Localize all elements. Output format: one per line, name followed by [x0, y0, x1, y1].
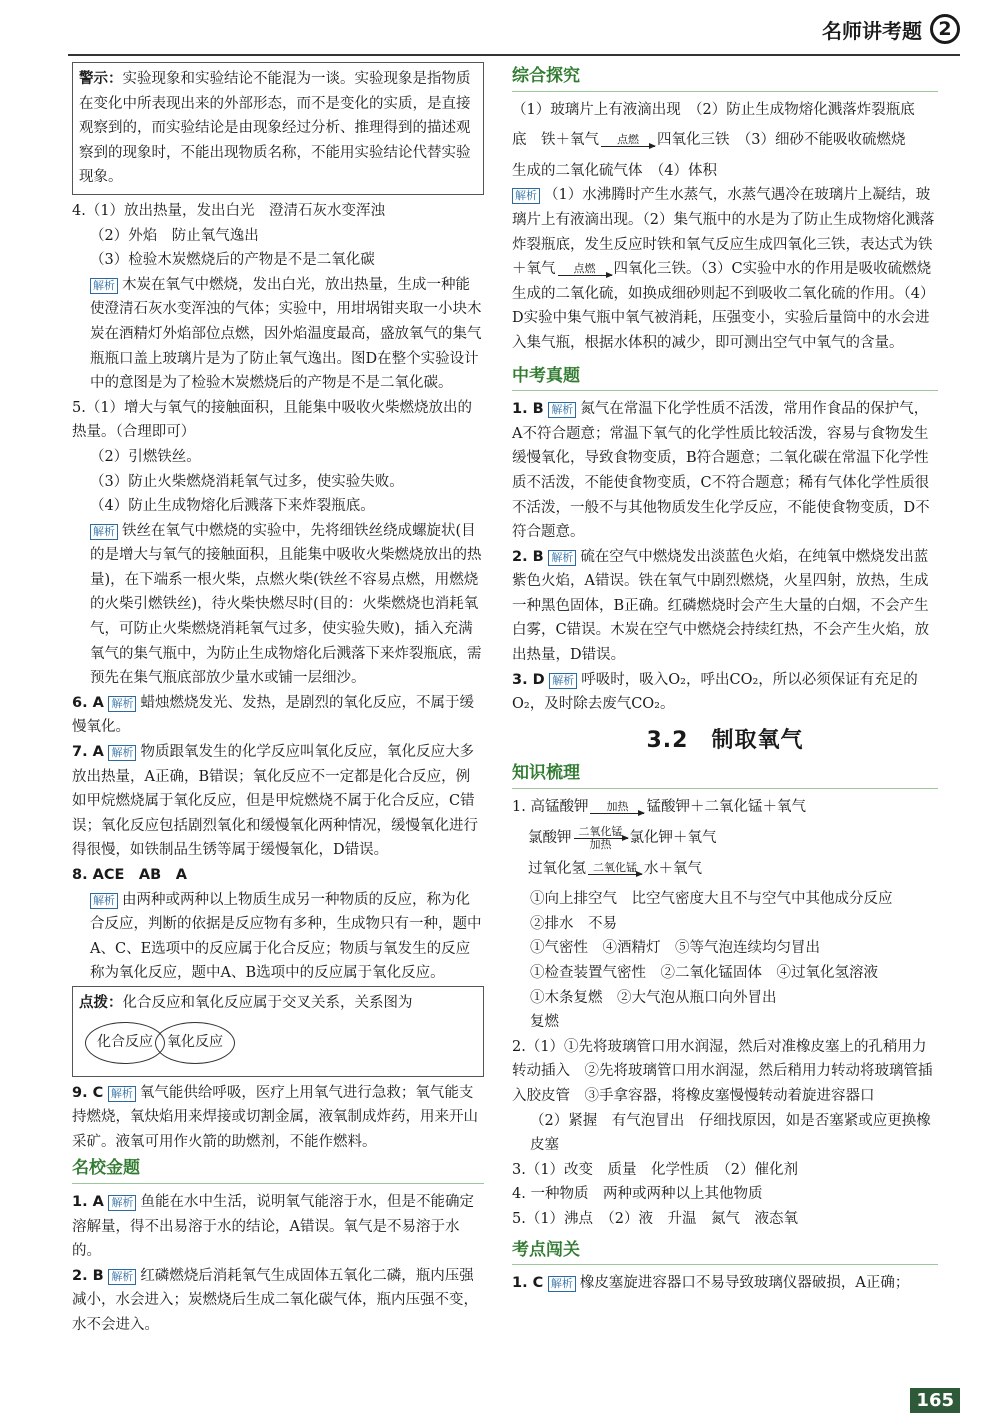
mx-analysis-1-text: 鱼能在水中生活，说明氧气能溶于水，但是不能确定溶解量，得不出易溶于水的结论，A错误。氧气是不易溶于水的。 [72, 1193, 474, 1260]
zk-answer-2-key: 2. B [512, 548, 544, 565]
answer-9-key: 9. C [72, 1084, 104, 1101]
list-item: 复燃 [530, 1014, 559, 1031]
zk-answer-3-key: 3. D [512, 671, 545, 688]
arrow-condition: 加热 [589, 837, 612, 851]
answer-5-3: （3）防止火柴燃烧消耗氧气过多，使实验失败。 [90, 473, 404, 490]
analysis-badge: 解析 [548, 1276, 576, 1292]
eq2-right: 氯化钾＋氧气 [629, 829, 717, 846]
list-item: ①向上排空气 比空气密度大且不与空气中其他成分反应 [530, 891, 893, 908]
venn-circle-combination: 化合反应 [85, 1022, 165, 1064]
logo-icon: 2 [930, 14, 960, 44]
arrow-condition: 点燃 [617, 132, 639, 146]
page-number: 165 [910, 1388, 960, 1413]
equation-3 [512, 857, 938, 882]
answer-4-2: （2）外焰 防止氧气逸出 [90, 227, 259, 244]
analysis-badge: 解析 [108, 745, 136, 761]
answer-8: 8. ACE AB A [72, 867, 187, 883]
equation-1 [512, 795, 938, 820]
mx-answer-1 [72, 1190, 484, 1264]
analysis-7-text: 物质跟氧发生的化学反应叫氧化反应，氧化反应大多放出热量，A正确，B错误；氧化反应不一定都是化合反应，例如甲烷燃烧属于氧化反应，但是甲烷燃烧不属于化合反应，C错误；氧化反应包括剧烈氧化和缓慢氧化两种情况，缓慢氧化进行得很慢，如铁制品生锈等属于缓慢氧化，D错误。 [72, 744, 478, 859]
answer-s4: 4. 一种物质 两种或两种以上其他物质 [512, 1186, 763, 1203]
answer-s2-1: 2.（1）①先将玻璃管口用水润湿，然后对准橡皮塞上的孔稍用力转动插入 ②先将玻璃管口用水润湿，然后稍用力转动将玻璃管插入胶皮管 ③手拿容器，将橡皮塞慢慢转动着旋进容器口 [512, 1038, 933, 1104]
analysis-badge: 解析 [512, 188, 540, 204]
reaction-arrow [588, 862, 642, 875]
analysis-badge: 解析 [108, 1086, 136, 1102]
section-heading-zssl: 知识梳理 [512, 761, 938, 789]
tip-text: 化合反应和氧化反应属于交叉关系，关系图为 [122, 994, 413, 1011]
answer-5-2: （2）引燃铁丝。 [90, 448, 201, 465]
answer-7 [72, 740, 484, 863]
arrow-catalyst: 二氧化锰 [578, 824, 623, 838]
section-heading-zhtj: 综合探究 [512, 64, 938, 92]
section-heading-zkzt: 中考真题 [512, 364, 938, 392]
analysis-4-text: 木炭在氧气中燃烧，发出白光，放出热量，生成一种能使澄清石灰水变浑浊的气体；实验中，用坩埚钳夹取一小块木炭在酒精灯外焰部位点燃，因外焰温度最高，盛放氧气的集气瓶瓶口盖上玻璃片是为了防止氧气逸出。图D在整个实验设计中的意图是为了检验木炭燃烧后的产物是不是二氧化碳。 [90, 276, 482, 392]
right-column [512, 62, 938, 1296]
zh-analysis-part2: 四氧化三铁。（3）C实验中水的作用是吸收硫燃烧生成的二氧化硫，如换成细砂则起不到吸收二氧化硫的作用。（4）D实验中集气瓶中氧气被消耗，压强变小，实验后量筒中的水会进入集气瓶，根据水体积的减少，即可测出空气中氧气的含量。 [512, 261, 935, 351]
warning-label: 警示： [79, 71, 123, 87]
section-heading-kdcg: 考点闯关 [512, 1238, 938, 1266]
zk-answer-2 [512, 545, 938, 668]
reaction-arrow [590, 801, 644, 814]
answer-5-4: （4）防止生成物熔化后溅落下来炸裂瓶底。 [90, 498, 375, 515]
header-rule [68, 54, 960, 56]
section-heading-mxjt: 名校金题 [72, 1156, 484, 1184]
zh-eq-left: 底 铁＋氧气 [512, 132, 599, 149]
analysis-6-text: 蜡烛燃烧发光、发热，是剧烈的氧化反应，不属于缓慢氧化。 [72, 694, 474, 736]
zk-answer-1 [512, 397, 938, 545]
answer-6 [72, 691, 484, 740]
analysis-badge: 解析 [90, 278, 118, 294]
eq3-left: 过氧化氢 [528, 860, 586, 877]
answer-9 [72, 1081, 484, 1155]
list-item: ②排水 不易 [530, 915, 617, 932]
list-item: ①气密性 ④酒精灯 ⑤等气泡连续均匀冒出 [530, 940, 820, 957]
venn-circle-oxidation: 氧化反应 [155, 1022, 235, 1064]
eq3-right: 水＋氧气 [644, 860, 702, 877]
venn-diagram [85, 1022, 477, 1064]
analysis-badge: 解析 [549, 673, 577, 689]
analysis-badge: 解析 [108, 1269, 136, 1285]
reaction-arrow [574, 826, 628, 851]
analysis-badge: 解析 [548, 550, 576, 566]
zk-analysis-3-text: 呼吸时，吸入O₂，呼出CO₂，所以必须保证有充足的O₂，及时除去废气CO₂。 [512, 671, 918, 713]
zh-analysis-part1: （1）水沸腾时产生水蒸气，水蒸气遇冷在玻璃片上凝结，玻璃片上有液滴出现。（2）集气瓶中的水是为了防止生成物熔化溅落炸裂瓶底，发生反应时铁和氧气反应生成四氧化三铁，表达式为铁＋氧气 [512, 187, 935, 278]
analysis-badge: 解析 [90, 524, 118, 540]
answer-6-key: 6. A [72, 694, 104, 711]
answer-4-3: （3）检验木炭燃烧后的产物是不是二氧化碳 [90, 252, 375, 269]
zh-equation [512, 128, 938, 153]
zk-analysis-2-text: 硫在空气中燃烧发出淡蓝色火焰，在纯氧中燃烧发出蓝紫色火焰，A错误。铁在氧气中剧烈燃烧，火星四射，放热，生成一种黑色固体，B正确。红磷燃烧时会产生大量的白烟，不会产生白雾，C错误。木炭在空气中燃烧会持续红热，不会产生火焰，放出热量，D错误。 [512, 548, 930, 664]
zh-answer-1: （1）玻璃片上有液滴出现 （2）防止生成物熔化溅落炸裂瓶底 [512, 101, 915, 118]
mx-analysis-2-text: 红磷燃烧后消耗氧气生成固体五氧化二磷，瓶内压强减小，水会进入；炭燃烧后生成二氧化碳气体，瓶内压强不变，水不会进入。 [72, 1267, 478, 1333]
analysis-8 [72, 888, 484, 986]
reaction-arrow [601, 134, 655, 147]
arrow-condition: 点燃 [573, 261, 596, 275]
eq2-left: 氯酸钾 [528, 829, 572, 846]
analysis-9-text: 氧气能供给呼吸，医疗上用氧气进行急救；氧气能支持燃烧，氧炔焰用来焊接或切割金属，液氧制成炸药，用来开山采矿。液氧可用作火箭的助燃剂，不能作燃料。 [72, 1084, 478, 1150]
left-column [72, 62, 484, 1338]
analysis-badge: 解析 [90, 893, 118, 909]
analysis-8-text: 由两种或两种以上物质生成另一种物质的反应，称为化合反应，判断的依据是反应物有多种，生成物只有一种，题中A、C、E选项中的反应属于化合反应；物质与氧发生的反应称为氧化反应，题中A、B选项中的反应属于氧化反应。 [90, 891, 482, 982]
arrow-condition: 加热 [606, 799, 629, 813]
analysis-badge: 解析 [548, 402, 576, 418]
eq1-right: 锰酸钾＋二氧化锰＋氧气 [646, 799, 806, 816]
reaction-arrow [558, 263, 612, 276]
answer-7-key: 7. A [72, 744, 104, 761]
analysis-badge: 解析 [108, 1195, 136, 1211]
zk-analysis-1-text: 氮气在常温下化学性质不活泼，常用作食品的保护气，A不符合题意；常温下氧气的化学性质比较活泼，容易与食物发生缓慢氧化，导致食物变质，B符合题意；二氧化碳在常温下化学性质不活泼，不能使食物变质，C不符合题意；稀有气体化学性质很不活泼，一般不与其他物质发生化学反应，不能使食物变质，D不符合题意。 [512, 401, 930, 541]
kd-answer-1 [512, 1271, 938, 1296]
mx-answer-1-key: 1. A [72, 1193, 104, 1210]
zh-eq-right: 四氧化三铁 （3）细砂不能吸收硫燃烧 [657, 132, 906, 149]
warning-box [72, 62, 484, 195]
answer-5-1: 5.（1）增大与氧气的接触面积，且能集中吸收火柴燃烧放出的热量。（合理即可） [72, 399, 473, 441]
page-header [822, 14, 960, 44]
zk-answer-3 [512, 668, 938, 717]
tip-label: 点拨： [79, 994, 123, 1011]
kd-answer-1-key: 1. C [512, 1275, 544, 1292]
series-title: 名师讲考题 [822, 18, 922, 43]
zh-analysis [512, 183, 938, 355]
mx-answer-2-key: 2. B [72, 1267, 104, 1284]
zk-answer-1-key: 1. B [512, 401, 544, 418]
tip-box [72, 986, 484, 1077]
analysis-5 [72, 519, 484, 691]
warning-text: 实验现象和实验结论不能混为一谈。实验现象是指物质在变化中所表现出来的外部形态，而不是变化的实质，是直接观察到的，而实验结论是由现象经过分析、推理得到的描述观察到的现象时，不能出现物质名称，不能用实验结论代替实验现象。 [79, 71, 471, 186]
zh-answer-2: 生成的二氧化硫气体 （4）体积 [512, 162, 717, 179]
eq1-left: 1. 高锰酸钾 [512, 799, 589, 816]
section-title-3-2: 3.2 制取氧气 [646, 727, 804, 753]
answer-s2-2: （2）紧握 有气泡冒出 仔细找原因，如是否塞紧或应更换橡皮塞 [530, 1112, 931, 1154]
kd-analysis-1-text: 橡皮塞旋进容器口不易导致玻璃仪器破损，A正确； [579, 1275, 910, 1292]
analysis-badge: 解析 [108, 696, 136, 712]
answer-4-1: 4.（1）放出热量，发出白光 澄清石灰水变浑浊 [72, 202, 386, 219]
equation-2 [512, 826, 938, 851]
answer-s5: 5.（1）沸点 （2）液 升温 氮气 液态氧 [512, 1210, 799, 1227]
arrow-catalyst: 二氧化锰 [593, 861, 637, 875]
analysis-5-text: 铁丝在氧气中燃烧的实验中，先将细铁丝绕成螺旋状(目的是增大与氧气的接触面积，且能集中吸收火柴燃烧放出的热量)，在下端系一根火柴，点燃火柴(铁丝不容易点燃，用燃烧的火柴引燃铁丝)，待火柴快燃尽时(目的：火柴燃烧也消耗氧气，可防止火柴燃烧消耗氧气过多，使实验失败)，插入充满氧气的集气瓶中，为防止生成物熔化后溅落下来炸裂瓶底，需预先在集气瓶底部放少量水或铺一层细沙。 [90, 522, 482, 687]
analysis-4 [72, 273, 484, 396]
list-item: ①检查装置气密性 ②二氧化锰固体 ④过氧化氢溶液 [530, 965, 878, 981]
mx-answer-2 [72, 1264, 484, 1338]
answer-s3: 3.（1）改变 质量 化学性质 （2）催化剂 [512, 1161, 799, 1178]
list-item: ①木条复燃 ②大气泡从瓶口向外冒出 [530, 989, 777, 1006]
